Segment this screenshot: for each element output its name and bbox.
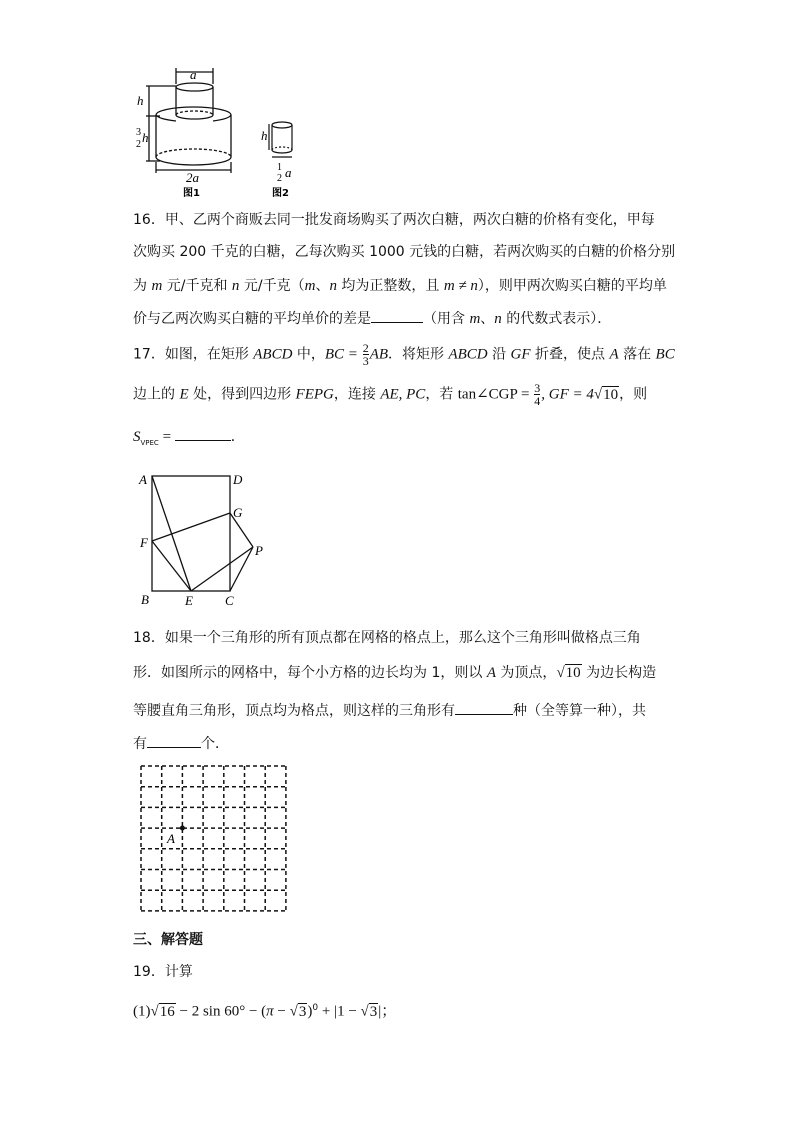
q18-line-2 xyxy=(133,663,656,683)
answer-blank xyxy=(371,308,423,323)
m: BC xyxy=(655,346,675,363)
fig1-caption: 图1 xyxy=(183,188,200,199)
q17-line-2 xyxy=(133,382,647,407)
m: GF xyxy=(510,346,531,363)
t: 边上的 xyxy=(133,386,180,403)
q16-line-1: 16．甲、乙两个商贩去同一批发商场购买了两次白糖，两次白糖的价格有变化，甲每 xyxy=(133,212,655,228)
dashed-grid xyxy=(141,766,286,911)
m: FEPG xyxy=(295,386,334,403)
figure-1-cylinders xyxy=(146,68,231,173)
point-label-g: G xyxy=(233,505,243,520)
point-label-a: A xyxy=(139,472,147,487)
t: ． xyxy=(230,429,245,445)
q16-line-2: 次购买 200 千克的白糖，乙每次购买 1000 元钱的白糖，若两次购买的白糖的价格分别 xyxy=(133,244,676,260)
t: 落在 xyxy=(618,346,656,363)
fig1-label-2: 2 xyxy=(136,139,141,150)
t: 中， xyxy=(292,346,325,363)
t: 形．如图所示的网格中，每个小方格的边长均为 1，则以 xyxy=(133,665,487,681)
var-n: n xyxy=(231,278,240,294)
fig2-label-2: 2 xyxy=(277,173,282,184)
fig1-label-3: 3 xyxy=(136,127,141,138)
sqrt-3: √3 xyxy=(289,1003,307,1020)
var-m: m xyxy=(304,278,316,294)
fraction-2-3 xyxy=(363,342,369,367)
q18-line-4 xyxy=(133,733,229,754)
q19-part-1 xyxy=(133,998,396,1022)
t: (1) xyxy=(133,1003,151,1020)
t: 折叠，使点 xyxy=(530,346,610,363)
rectangle-fold-figure xyxy=(152,476,253,591)
fig2-label-h: h xyxy=(261,128,268,143)
t: ) xyxy=(307,1003,313,1020)
section-heading: 三、解答题 xyxy=(133,932,203,948)
sqrt-3: √3 xyxy=(360,1003,378,1020)
q17-line-1 xyxy=(133,342,675,367)
num: 2 xyxy=(362,341,369,355)
num: 3 xyxy=(534,381,541,395)
m: AB xyxy=(369,346,389,363)
t: − xyxy=(273,1003,290,1020)
var-m: m xyxy=(151,278,163,294)
t: 为边长构造 xyxy=(581,665,657,681)
sqrt-16: √16 xyxy=(150,1003,175,1020)
t: （用含 xyxy=(423,311,470,327)
radicand: 10 xyxy=(603,386,619,403)
sqrt-10: √10 xyxy=(556,665,581,681)
den: 3 xyxy=(362,354,369,368)
t: ），则甲两次购买白糖的平均单 xyxy=(477,278,667,294)
radicand: 3 xyxy=(298,1003,307,1020)
t: 为顶点， xyxy=(495,665,557,681)
t: 沿 xyxy=(487,346,511,363)
radicand: 3 xyxy=(369,1003,378,1020)
exponent: 0 xyxy=(312,1003,319,1013)
fig2-label-1: 1 xyxy=(277,162,282,173)
fig2-caption: 图2 xyxy=(272,188,289,199)
answer-blank xyxy=(455,700,513,715)
t: 均为正整数，且 xyxy=(336,278,444,294)
m: BC = xyxy=(324,346,362,363)
t: 为 xyxy=(133,278,152,294)
q19-title: 19．计算 xyxy=(133,964,193,980)
point-label-f: F xyxy=(140,535,148,550)
fig1-label-h: h xyxy=(137,93,144,108)
subscript: VPEC xyxy=(140,438,159,447)
q16-line-3 xyxy=(133,276,667,296)
t: 价与乙两次购买白糖的平均单价的差是 xyxy=(133,311,371,327)
answer-blank xyxy=(147,733,201,748)
m: A xyxy=(609,346,619,363)
m: ABCD xyxy=(448,346,488,363)
t: − 2 sin 60° − ( xyxy=(175,1003,267,1020)
fig2-label-a: a xyxy=(285,165,292,180)
m: ABCD xyxy=(253,346,293,363)
q17-line-3 xyxy=(133,426,245,453)
den: 4 xyxy=(534,394,541,408)
m: A xyxy=(486,665,496,681)
pi: π xyxy=(266,1003,274,1020)
m: AE, PC xyxy=(380,386,426,403)
t: + |1 − xyxy=(318,1003,361,1020)
q16-line-4 xyxy=(133,308,611,329)
grid-label-a: A xyxy=(167,831,175,846)
m: , GF = 4 xyxy=(541,386,594,403)
fig1-label-a: a xyxy=(190,67,197,82)
radicand: 10 xyxy=(565,665,581,681)
t: ．将矩形 xyxy=(388,346,449,363)
t: 、 xyxy=(315,278,330,294)
t: 元/千克（ xyxy=(239,278,305,294)
t: 17．如图，在矩形 xyxy=(133,346,254,363)
point-label-b: B xyxy=(141,592,149,607)
point-label-d: D xyxy=(233,472,243,487)
t: 个． xyxy=(201,736,229,752)
t: 有 xyxy=(133,736,147,752)
m-neq-n: m ≠ n xyxy=(443,278,478,294)
t: 处，得到四边形 xyxy=(188,386,296,403)
radicand: 16 xyxy=(159,1003,175,1020)
t: 等腰直角三角形，顶点均为格点，则这样的三角形有 xyxy=(133,703,455,719)
t: ，连接 xyxy=(333,386,381,403)
answer-blank xyxy=(175,426,231,441)
t: 元/千克和 xyxy=(162,278,232,294)
t: ，若 xyxy=(425,386,458,403)
t: 种（全等算一种），共 xyxy=(513,703,646,719)
fig1-label-2a: 2a xyxy=(186,170,199,185)
m: S xyxy=(133,429,141,445)
m: = xyxy=(158,429,175,445)
q18-line-1: 18．如果一个三角形的所有顶点都在网格的格点上，那么这个三角形叫做格点三角 xyxy=(133,630,641,646)
point-label-c: C xyxy=(225,593,234,608)
var-n: n xyxy=(329,278,337,294)
point-a xyxy=(180,826,185,831)
m: tan∠CGP = xyxy=(457,386,534,403)
sqrt-10: √10 xyxy=(593,386,619,403)
t: 的代数式表示）． xyxy=(501,311,612,327)
t: ，则 xyxy=(619,386,648,403)
figure-2-cylinder xyxy=(269,122,292,157)
fraction-3-4 xyxy=(534,382,540,407)
t: 、 xyxy=(480,311,495,327)
var-n: n xyxy=(494,311,502,327)
point-label-p: P xyxy=(255,543,263,558)
point-label-e: E xyxy=(185,593,193,608)
m: E xyxy=(179,386,189,403)
q18-line-3 xyxy=(133,700,646,721)
fig1-label-h2: h xyxy=(142,130,149,145)
var-m: m xyxy=(469,311,481,327)
t: |； xyxy=(378,1003,397,1020)
